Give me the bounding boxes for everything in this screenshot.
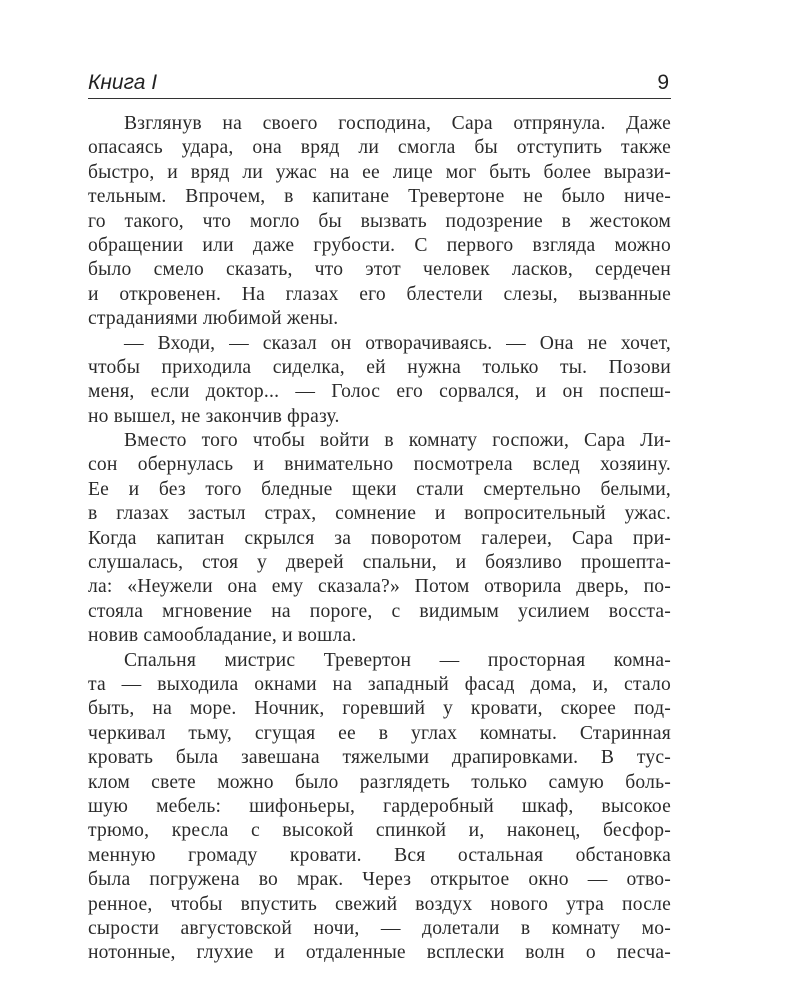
- text-line: трюмо, кресла с высокой спинкой и, наконец, бесфор-: [88, 820, 671, 842]
- text-line: Когда капитан скрылся за поворотом галереи, Сара при-: [88, 527, 671, 549]
- text-line: кровать была завешана тяжелыми драпировками. В тус-: [88, 747, 671, 769]
- text-line: нотонные, глухие и отдаленные всплески волн о песча-: [88, 942, 671, 964]
- text-line: быстро, и вряд ли ужас на ее лице мог быть более вырази-: [88, 161, 671, 183]
- text-line: слушалась, стоя у дверей спальни, и боязливо прошепта-: [88, 552, 671, 574]
- text-line: Ее и без того бледные щеки стали смертельно белыми,: [88, 478, 671, 500]
- text-line: было смело сказать, что этот человек ласков, сердечен: [88, 259, 671, 281]
- header-rule: [88, 98, 671, 99]
- running-title: Книга I: [88, 71, 158, 94]
- text-line: но вышел, не закончив фразу.: [88, 405, 340, 427]
- text-line: Взглянув на своего господина, Сара отпрянула. Даже: [124, 113, 671, 134]
- text-line: Вместо того чтобы войти в комнату госпожи, Сара Ли-: [124, 430, 671, 452]
- text-line: меня, если доктор... — Голос его сорвался, и он поспеш-: [88, 381, 671, 403]
- text-line: чтобы приходила сиделка, ей нужна только ты. Позови: [88, 356, 671, 378]
- text-line: клом свете можно было разглядеть только самую боль-: [88, 771, 671, 793]
- page-number: 9: [657, 71, 669, 94]
- text-line: Спальня мистрис Тревертон — просторная комна-: [124, 649, 671, 671]
- text-line: ла: «Неужели она ему сказала?» Потом отворила дверь, по-: [88, 576, 671, 598]
- text-line: черкивал тьму, сгущая ее в углах комнаты. Старинная: [88, 722, 671, 744]
- text-line: в глазах застыл страх, сомнение и вопросительный ужас.: [88, 503, 671, 525]
- text-line: — Входи, — сказал он отворачиваясь. — Она не хочет,: [124, 332, 671, 354]
- text-line: обращении или даже грубости. С первого взгляда можно: [88, 234, 671, 256]
- text-line: менную громаду кровати. Вся остальная обстановка: [88, 844, 671, 866]
- text-line: опасаясь удара, она вряд ли смогла бы отступить также: [88, 137, 671, 159]
- body-text: [88, 112, 671, 966]
- text-line: стояла мгновение на пороге, с видимым усилием восста-: [88, 600, 671, 622]
- text-line: быть, на море. Ночник, горевший у кровати, скорее под-: [88, 698, 671, 720]
- text-line: шую мебель: шифоньеры, гардеробный шкаф, высокое: [88, 795, 671, 817]
- text-line: была погружена во мрак. Через открытое окно — отво-: [88, 869, 671, 891]
- page-header: [88, 70, 671, 100]
- text-line: страданиями любимой жены.: [88, 308, 339, 330]
- text-line: го такого, что могло бы вызвать подозрение в жестоком: [88, 210, 671, 232]
- text-line: сон обернулась и внимательно посмотрела вслед хозяину.: [88, 454, 671, 476]
- text-line: ренное, чтобы впустить свежий воздух нового утра после: [88, 893, 671, 915]
- text-line: сырости августовской ночи, — долетали в комнату мо-: [88, 917, 671, 939]
- text-line: новив самообладание, и вошла.: [88, 625, 357, 647]
- text-line: и откровенен. На глазах его блестели слезы, вызванные: [88, 283, 671, 305]
- text-line: тельным. Впрочем, в капитане Тревертоне не было ниче-: [88, 186, 671, 208]
- text-line: та — выходила окнами на западный фасад дома, и, стало: [88, 673, 671, 695]
